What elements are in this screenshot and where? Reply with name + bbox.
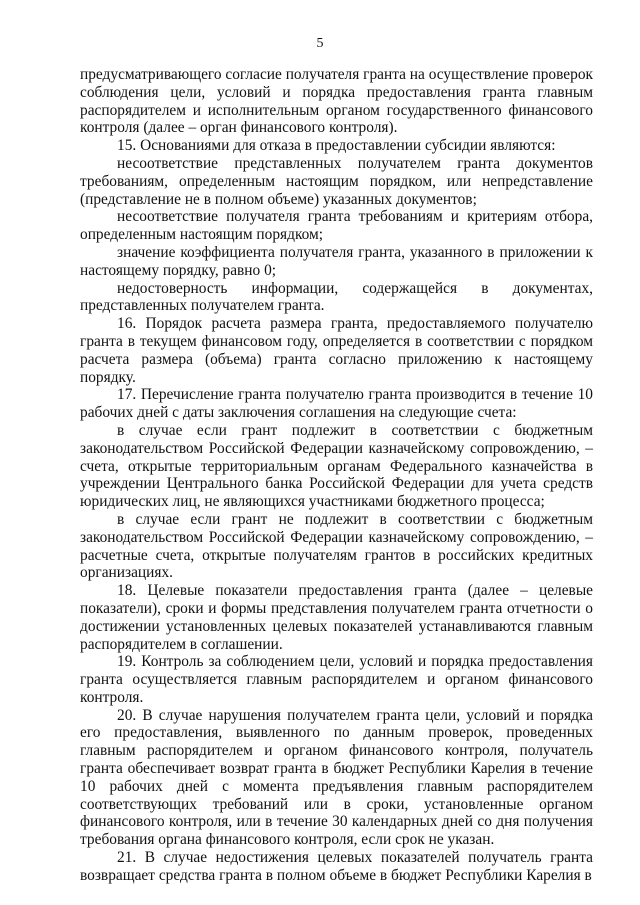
paragraph-17-item: в случае если грант не подлежит в соответствии с бюджетным законодательством Российской Федерации казначейскому сопровождению, – расчетные счета, открытые получателям грантов в российских кредитных организациях. [80, 510, 593, 582]
document-body [80, 66, 593, 885]
paragraph-19: 19. Контроль за соблюдением цели, условий и порядка предоставления гранта осуществляется главным распорядителем и органом финансового контроля. [80, 653, 593, 706]
paragraph-15-item: недостоверность информации, содержащейся в документах, представленных получателем гранта. [80, 279, 593, 315]
paragraph-15-item: значение коэффициента получателя гранта, указанного в приложении к настоящему порядку, равно 0; [80, 243, 593, 279]
paragraph-continued: предусматривающего согласие получателя гранта на осуществление проверок соблюдения цели, условий и порядка предоставления гранта главным распорядителем и исполнительным органом государственного финансового контроля (далее – орган финансового контроля). [80, 66, 593, 137]
paragraph-17-item: в случае если грант подлежит в соответствии с бюджетным законодательством Российской Федерации казначейскому сопровождению, – счета, открытые территориальным органам Федерального казначейства в учреждении Центрального банка Российской Федерации для учета средств юридических лиц, не являющихся участниками бюджетного процесса; [80, 421, 593, 511]
paragraph-18: 18. Целевые показатели предоставления гранта (далее – целевые показатели), сроки и формы представления получателем гранта отчетности о достижении установленных целевых показателей устанавливаются главным распорядителем в соглашении. [80, 582, 593, 653]
paragraph-20: 20. В случае нарушения получателем гранта цели, условий и порядка его предоставления, выявленного по данным проверок, проведенных главным распорядителем и органом финансового контроля, получатель гранта обеспечивает возврат гранта в бюджет Республики Карелия в течение 10 рабочих дней с момента предъявления главным распорядителем соответствующих требований или в сроки, установленные органом финансового контроля, или в течение 30 календарных дней со дня получения требования органа финансового контроля, если срок не указан. [80, 706, 593, 849]
paragraph-15-item: несоответствие получателя гранта требованиям и критериям отбора, определенным настоящим порядком; [80, 208, 593, 244]
paragraph-15-item: несоответствие представленных получателем гранта документов требованиям, определенным настоящим порядком, или непредставление (представление не в полном объеме) указанных документов; [80, 154, 593, 208]
page-number: 5 [316, 36, 324, 51]
paragraph-15: 15. Основаниями для отказа в предоставлении субсидии являются: [117, 137, 556, 155]
paragraph-16: 16. Порядок расчета размера гранта, предоставляемого получателю гранта в текущем финансовом году, определяется в соответствии с порядком расчета размера (объема) гранта согласно приложению к настоящему порядку. [80, 315, 593, 386]
paragraph-21: 21. В случае недостижения целевых показателей получатель гранта возвращает средства гранта в полном объеме в бюджет Республики Карелия в [80, 849, 593, 884]
paragraph-17: 17. Перечисление гранта получателю гранта производится в течение 10 рабочих дней с даты заключения соглашения на следующие счета: [80, 386, 593, 422]
